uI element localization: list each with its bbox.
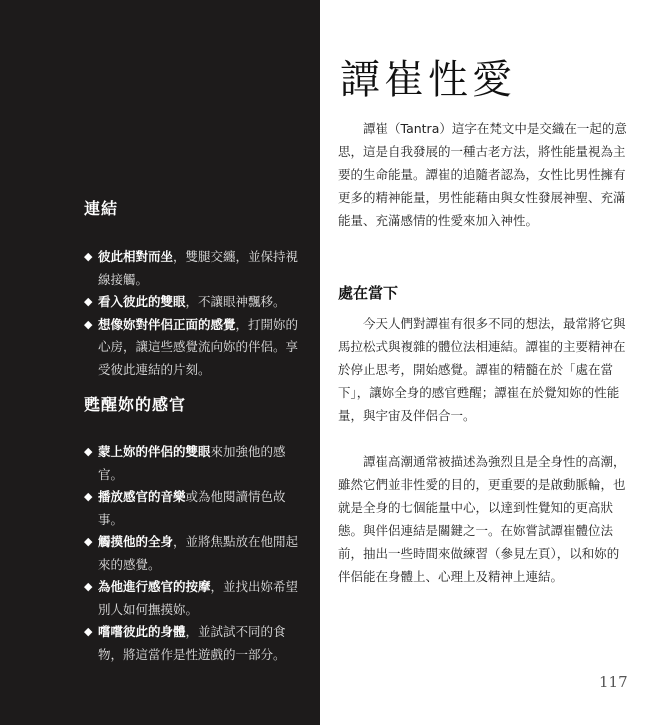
senses-heading: 甦醒妳的感官	[84, 395, 187, 414]
diamond-bullet-icon: ◆	[84, 490, 93, 503]
diamond-bullet-icon: ◆	[84, 295, 93, 308]
body-paragraph-2: 譚崔高潮通常被描述為強烈且是全身性的高潮，雖然它們並非性愛的目的，更重要的是啟動脈輪，也就是全身的七個能量中心，以達到性覺知的更高狀態。與伴侶連結是關鍵之一。在妳嘗試譚崔體位法前，抽出一些時間來做練習（參見左頁），以和妳的伴侶能在身體上、心理上及精神上連結。	[338, 454, 626, 584]
connect-heading: 連結	[84, 199, 119, 218]
list-item: ◆ 觸摸他的全身，並將焦點放在他閒起來的感覺。	[84, 531, 306, 576]
diamond-bullet-icon: ◆	[84, 317, 93, 331]
page-title: 譚崔性愛	[340, 57, 516, 103]
list-item: ◆ 為他進行感官的按摩，並找出妳希望別人如何撫摸妳。	[84, 576, 306, 621]
senses-list	[84, 441, 306, 666]
diamond-bullet-icon: ◆	[84, 250, 93, 263]
sidebar-panel	[0, 0, 320, 725]
main-column	[320, 0, 663, 725]
intro-paragraph: 譚崔（Tantra）這字在梵文中是交織在一起的意思，這是自我發展的一種古老方法，將性能量視為主要的生命能量。譚崔的追隨者認為，女性比男性擁有更多的精神能量，男性能藉由與女性發展神聖、充滿能量、充滿感情的性愛來加入神性。	[338, 121, 627, 228]
list-item: ◆ 彼此相對而坐，雙腿交纏，並保持視線接觸。	[84, 246, 306, 291]
list-item: ◆ 播放感官的音樂或為他閱讀情色故事。	[84, 486, 306, 531]
section-heading: 處在當下	[338, 284, 399, 302]
connect-list	[84, 246, 306, 381]
list-item: ◆ 蒙上妳的伴侶的雙眼來加強他的感官。	[84, 441, 306, 486]
list-item: ◆ 想像妳對伴侶正面的感覺，打開妳的心房，讓這些感覺流向妳的伴侶。享受彼此連結的片刻。	[84, 314, 306, 382]
page-number: 117	[599, 673, 628, 691]
diamond-bullet-icon: ◆	[84, 580, 93, 593]
diamond-bullet-icon: ◆	[84, 535, 93, 548]
diamond-bullet-icon: ◆	[84, 625, 93, 638]
body-paragraph-1: 今天人們對譚崔有很多不同的想法，最常將它與馬拉松式與複雜的體位法相連結。譚崔的主要精神在於停止思考，開始感覺。譚崔的精髓在於「處在當下」，讓妳全身的感官甦醒；譚崔在於覺知妳的性能量，與宇宙及伴侶合一。	[338, 316, 626, 423]
list-item: ◆ 看入彼此的雙眼，不讓眼神飄移。	[84, 291, 306, 314]
list-item: ◆ 嚐嚐彼此的身體，並試試不同的食物，將這當作是性遊戲的一部分。	[84, 621, 306, 666]
diamond-bullet-icon: ◆	[84, 445, 93, 458]
